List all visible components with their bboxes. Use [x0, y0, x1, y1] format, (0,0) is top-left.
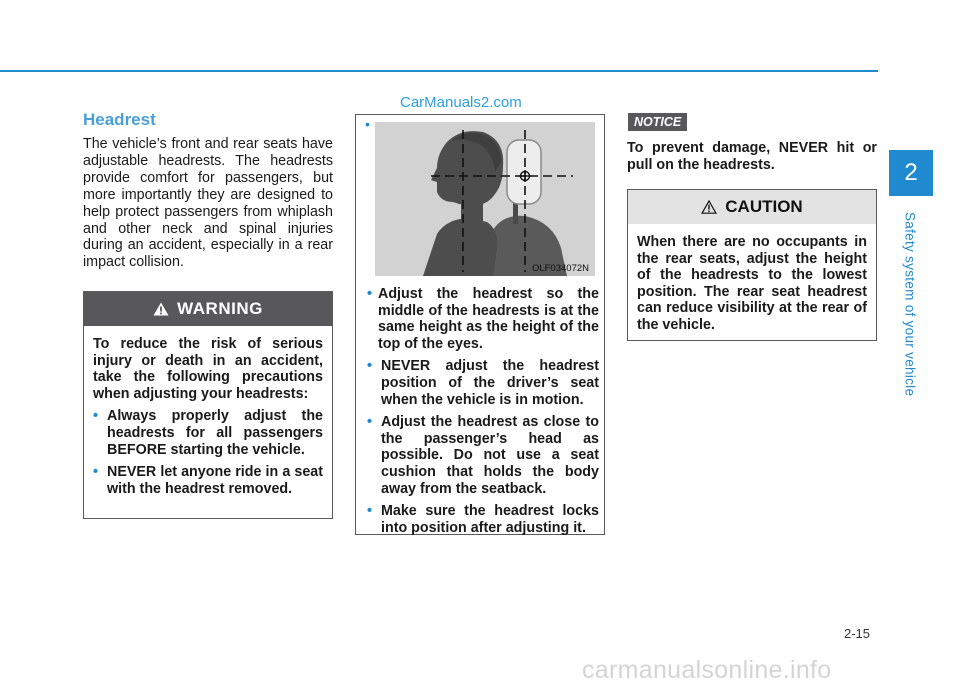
- warning-bullet: • Always properly adjust the headrests for all passengers BEFORE starting the vehicle.: [93, 408, 323, 458]
- warning-header: [84, 292, 332, 326]
- headrest-figure: [375, 122, 595, 276]
- notice-text: To prevent damage, NEVER hit or pull on the headrests.: [627, 140, 877, 173]
- caution-box: [627, 189, 877, 341]
- bullet-marker: •: [365, 116, 370, 132]
- caution-header: [628, 190, 876, 224]
- section-title: Safety system of your vehicle: [902, 212, 918, 397]
- continued-text: [367, 286, 599, 542]
- warning-triangle-icon: [153, 302, 169, 316]
- section-number-tab: 2: [889, 150, 933, 196]
- page-heading: Headrest: [83, 110, 156, 129]
- warning-lead: To reduce the risk of serious injury or death in an accident, take the following precautions when adjusting your headrests:: [93, 336, 323, 402]
- watermark-top[interactable]: CarManuals2.com: [400, 94, 522, 111]
- warning-bullet: • NEVER let anyone ride in a seat with the headrest removed.: [93, 464, 323, 497]
- footer-watermark[interactable]: carmanualsonline.info: [582, 656, 832, 684]
- caution-triangle-icon: [701, 200, 717, 214]
- continued-bullet-text: Adjust the headrest so the middle of the headrests is at the same height as the height of the top of the eyes.: [378, 286, 599, 352]
- headrest-illustration: [375, 122, 595, 276]
- continued-bullet: • Adjust the headrest as close to the passenger’s head as possible. Do not use a seat cushion that holds the body away from the seatback.: [367, 414, 599, 497]
- continued-bullet: • Make sure the headrest locks into position after adjusting it.: [367, 503, 599, 536]
- caution-text: When there are no occupants in the rear seats, adjust the height of the headrests to the lowest position. The rear seat headrest can reduce visibility at the rear of the vehicle.: [637, 234, 867, 333]
- figure-code: OLF034072N: [531, 263, 589, 274]
- warning-list: [93, 408, 323, 497]
- warning-box: [83, 291, 333, 519]
- continued-bullet: • NEVER adjust the headrest position of the driver’s seat when the vehicle is in motion.: [367, 358, 599, 408]
- page-number: 2-15: [844, 626, 871, 641]
- caution-title: CAUTION: [725, 197, 803, 216]
- top-rule: [0, 70, 878, 72]
- continued-list: [367, 286, 599, 536]
- intro-paragraph: The vehicle’s front and rear seats have adjustable headrests. The headrests provide comfort for passengers, but more importantly they are designed to help protect passengers from whiplash and other neck and spinal injuries during an accident, especially in a rear impact collision.: [83, 136, 333, 271]
- continued-bullet-noglyph: [367, 286, 599, 352]
- warning-title: WARNING: [177, 299, 263, 318]
- notice-badge: NOTICE: [628, 113, 687, 131]
